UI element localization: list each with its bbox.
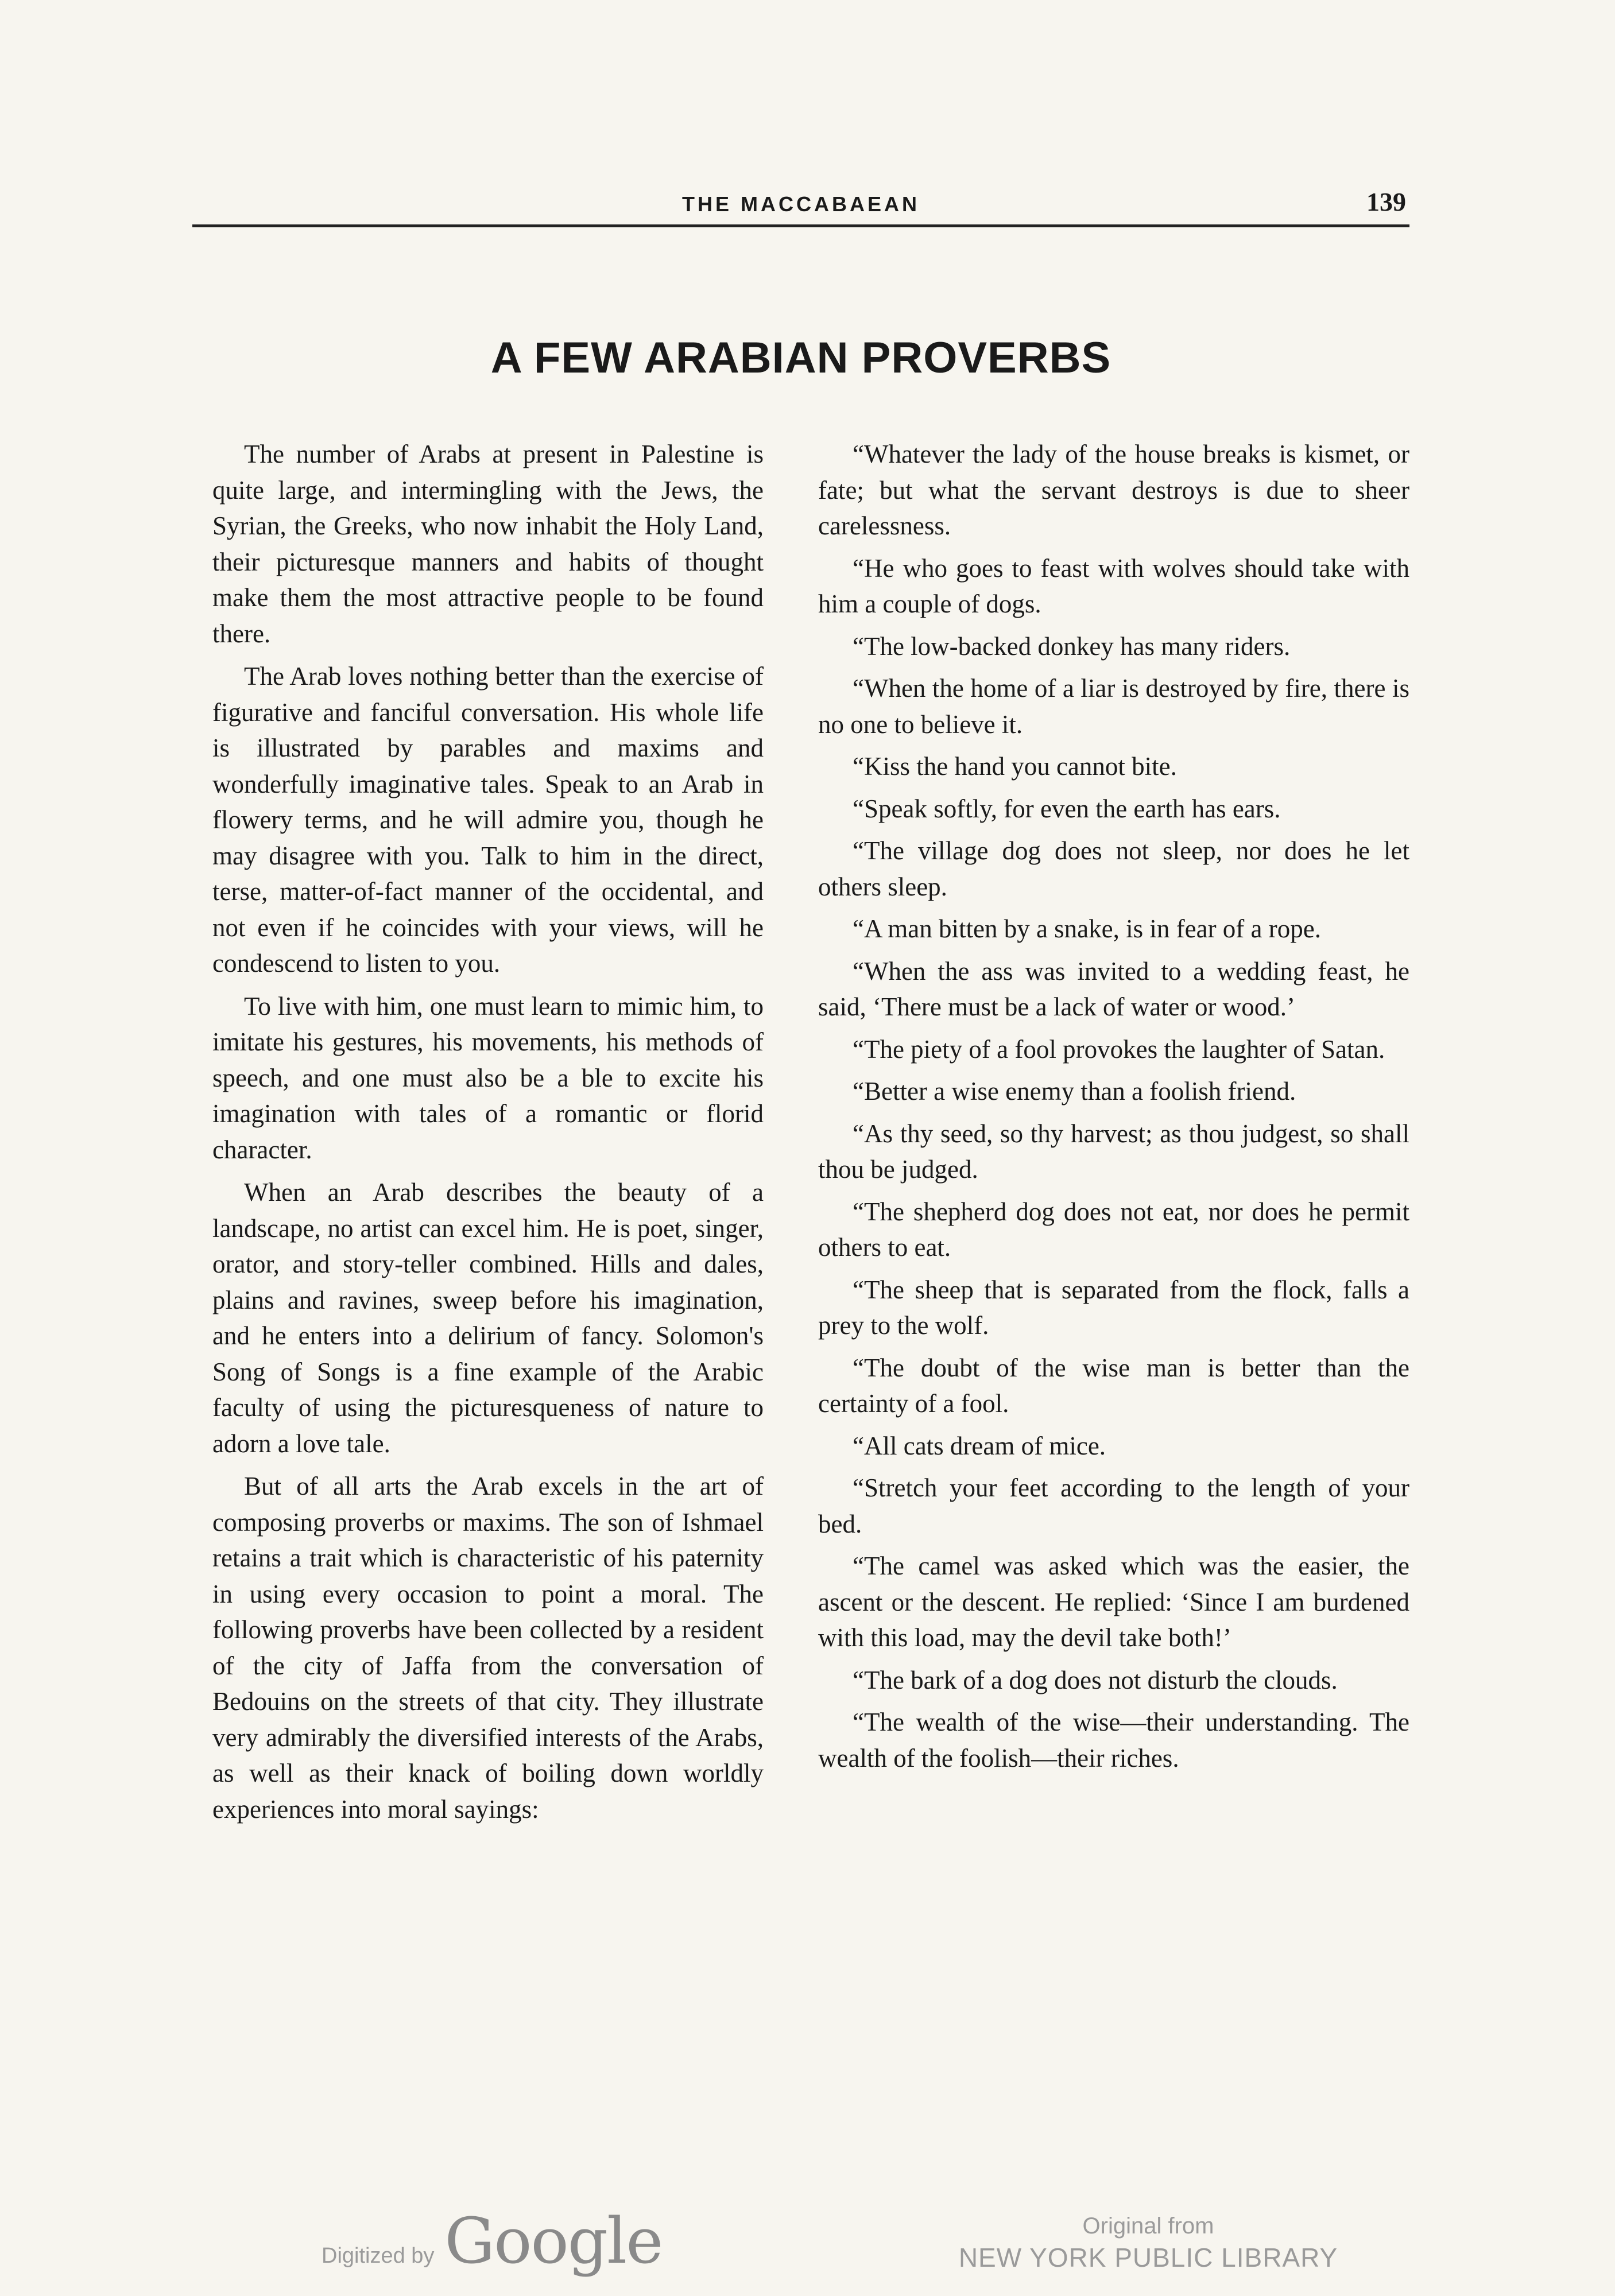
running-title: THE MACCABAEAN: [682, 192, 920, 216]
proverb: “The village dog does not sleep, nor does he let others sleep.: [818, 836, 1409, 901]
proverb: “The sheep that is separated from the flock, falls a prey to the wolf.: [818, 1275, 1409, 1340]
proverb: “The bark of a dog does not disturb the clouds.: [853, 1665, 1338, 1694]
proverb: “When the ass was invited to a wedding feast, he said, ‘There must be a lack of water or wood.’: [818, 956, 1409, 1021]
proverb: “A man bitten by a snake, is in fear of a rope.: [853, 914, 1321, 943]
paragraph: When an Arab describes the beauty of a landscape, no artist can excel him. He is poet, singer, orator, and story-teller combined. Hills and dales, plains and ravines, sweep before his imagination, and he enters into a delirium of fancy. Solomon's Song of Songs is a fine example of the Arabic faculty of using the picturesqueness of nature to adorn a love tale.: [212, 1178, 764, 1458]
proverb: “The wealth of the wise—their understanding. The wealth of the foolish—their riches.: [818, 1708, 1409, 1773]
proverb: “Speak softly, for even the earth has ears.: [853, 794, 1281, 823]
proverb: “Whatever the lady of the house breaks is kismet, or fate; but what the servant destroys is due to sheer carelessness.: [818, 440, 1409, 540]
paragraph: The number of Arabs at present in Palestine is quite large, and intermingling with the Jews, the Syrian, the Greeks, who now inhabit the Holy Land, their picturesque manners and habits of thought make them the most attractive people to be found there.: [212, 440, 764, 648]
proverb: “The shepherd dog does not eat, nor does he permit others to eat.: [818, 1197, 1409, 1262]
left-column: [212, 436, 764, 1834]
proverb: “Stretch your feet according to the length of your bed.: [818, 1473, 1409, 1538]
right-column: [818, 436, 1409, 1782]
paragraph: The Arab loves nothing better than the exercise of figurative and fanciful conversation. His whole life is illustrated by parables and maxims and wonderfully imaginative tales. Speak to an Arab in flowery terms, and he will admire you, though he may disagree with you. Talk to him in the direct, terse, matter-of-fact manner of the occidental, and not even if he coincides with your views, will he condescend to listen to you.: [212, 662, 764, 978]
proverb: “All cats dream of mice.: [853, 1431, 1106, 1460]
digitized-by-watermark: [322, 2204, 662, 2278]
running-header: [192, 187, 1409, 227]
paragraph: But of all arts the Arab excels in the art of composing proverbs or maxims. The son of Ishmael retains a trait which is characteristic of his paternity in using every occasion to point a moral. The following proverbs have been collected by a resident of the city of Jaffa from the conversation of Bedouins on the streets of that city. They illustrate very admirably the diversified interests of the Arabs, as well as their knack of boiling down worldly experiences into moral sayings:: [212, 1472, 764, 1824]
proverb: “The doubt of the wise man is better than the certainty of a fool.: [818, 1353, 1409, 1418]
google-logo: Google: [444, 2204, 663, 2278]
source-library-watermark: [930, 2211, 1366, 2274]
proverb: “As thy seed, so thy harvest; as thou judgest, so shall thou be judged.: [818, 1119, 1409, 1184]
library-name: NEW YORK PUBLIC LIBRARY: [958, 2243, 1338, 2272]
paragraph: To live with him, one must learn to mimic him, to imitate his gestures, his movements, his methods of speech, and one must also be a ble to excite his imagination with tales of a romantic or florid character.: [212, 991, 764, 1164]
proverb: “When the home of a liar is destroyed by fire, there is no one to believe it.: [818, 674, 1409, 739]
original-from-label: Original from: [1082, 2213, 1214, 2239]
digitized-by-label: Digitized by: [322, 2244, 435, 2268]
proverb: “He who goes to feast with wolves should take with him a couple of dogs.: [818, 553, 1409, 618]
proverb: “Better a wise enemy than a foolish friend.: [853, 1077, 1296, 1106]
proverb: “The camel was asked which was the easier, the ascent or the descent. He replied: ‘Since I am burdened with this load, may the devil take both!’: [818, 1552, 1409, 1652]
proverb: “The low-backed donkey has many riders.: [853, 631, 1291, 661]
proverb: “Kiss the hand you cannot bite.: [853, 752, 1177, 781]
article-title: A FEW ARABIAN PROVERBS: [490, 333, 1111, 382]
proverb: “The piety of a fool provokes the laughter of Satan.: [853, 1034, 1385, 1064]
page-number: 139: [1366, 187, 1406, 216]
